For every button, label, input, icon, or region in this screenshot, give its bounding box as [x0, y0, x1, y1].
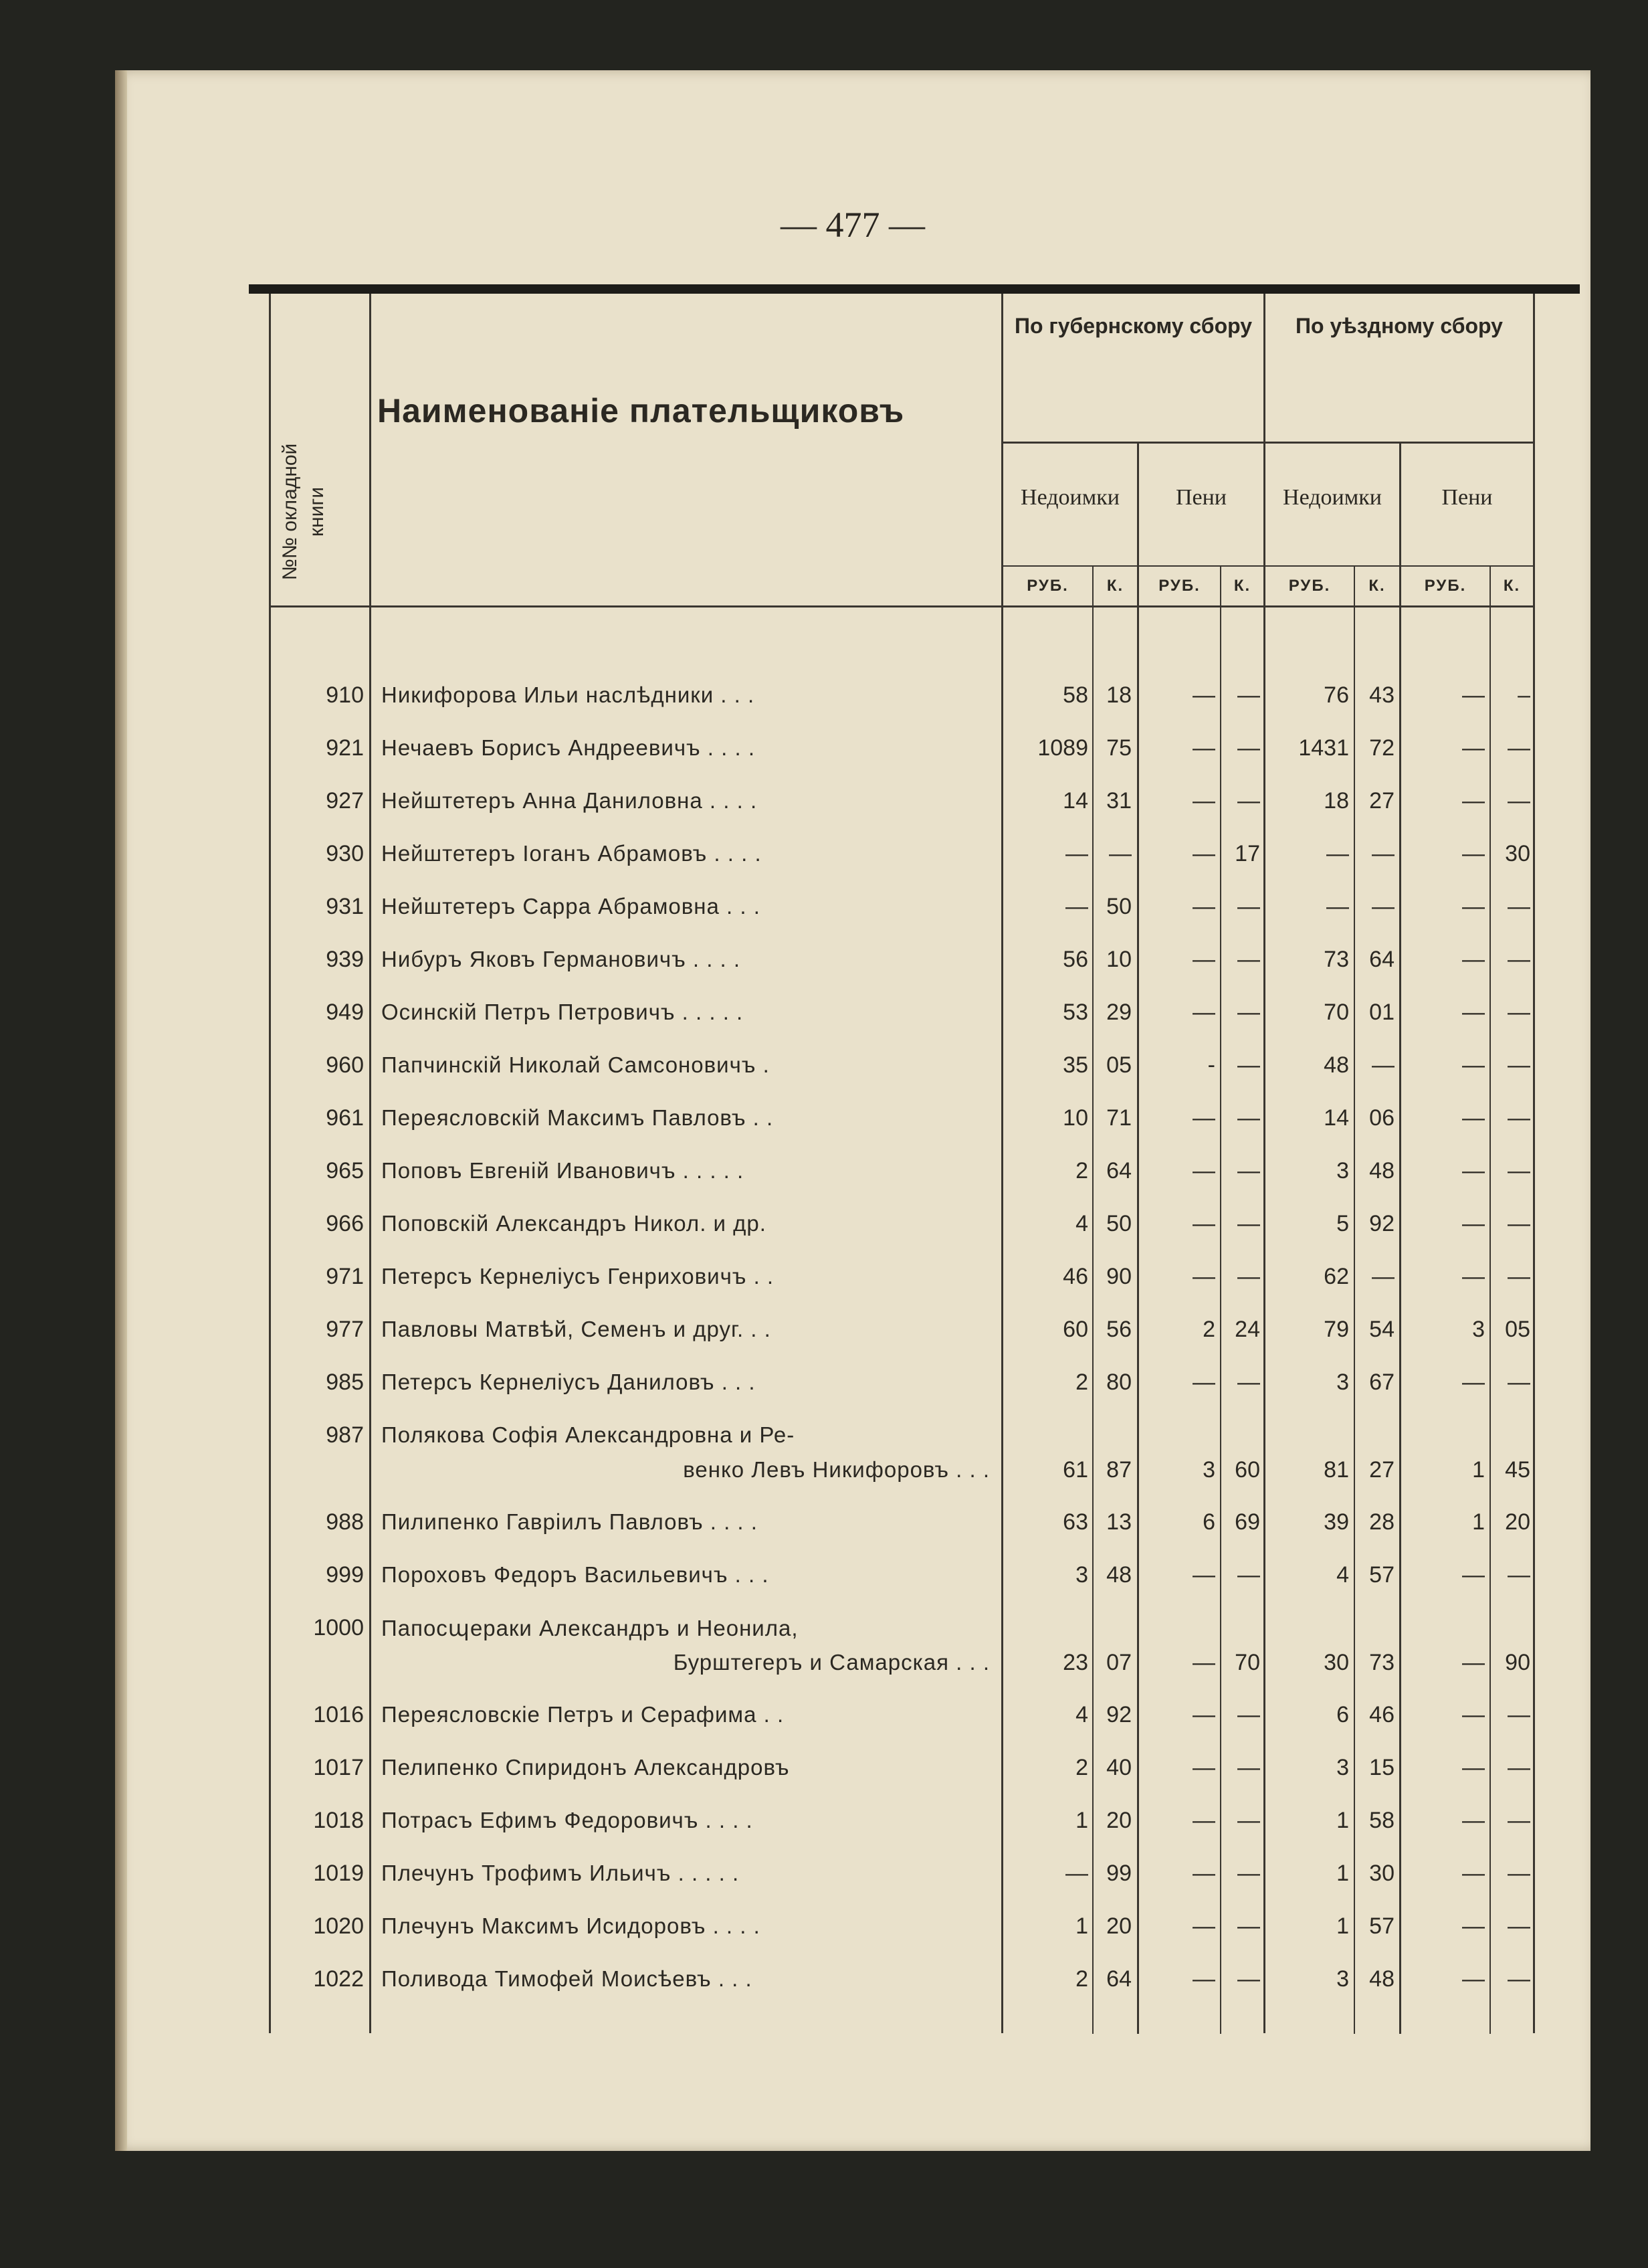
uezd-arrears-kop: —	[1372, 1052, 1395, 1078]
payer-name: Поливода Тимофей Моисѣевъ . . .	[381, 1966, 752, 1991]
payer-name: Папосպераки Александръ и Неонила,	[381, 1616, 799, 1640]
gub-arrears-kop: 64	[1106, 1966, 1132, 1992]
gub-arrears-rub: 1089	[1037, 735, 1088, 761]
gub-arrears-header: Недоимки	[1021, 485, 1120, 510]
payer-name: Полякова Софія Александровна и Ре-	[381, 1422, 795, 1447]
uezd-arrears-rub: 14	[1324, 1105, 1349, 1131]
uezd-penalty-rub: —	[1462, 1562, 1485, 1588]
uezd-arrears-kop: 72	[1369, 735, 1395, 761]
uezd-arrears-rub: 6	[1336, 1702, 1349, 1727]
gub-arrears-kop: 05	[1106, 1052, 1132, 1078]
book-gutter	[115, 70, 127, 2151]
uezd-arrears-kop: —	[1372, 1264, 1395, 1289]
uezd-penalty-rub: —	[1462, 1000, 1485, 1025]
uezd-penalty-rub: —	[1462, 841, 1485, 866]
uezd-penalty-kop: —	[1508, 1000, 1530, 1025]
uezd-arrears-rub: 18	[1324, 788, 1349, 814]
book-number: 971	[326, 1264, 364, 1289]
uezd-penalty-kop: 30	[1505, 841, 1530, 866]
book-number: 985	[326, 1369, 364, 1395]
book-number: 987	[326, 1422, 364, 1448]
gub-arrears-kop: 64	[1106, 1158, 1132, 1184]
gub-arrears-kop: 29	[1106, 1000, 1132, 1025]
book-number: 949	[326, 1000, 364, 1025]
gub-penalty-kop: 24	[1235, 1317, 1260, 1342]
gub-penalty-kop: —	[1237, 1158, 1260, 1184]
uezd-arrears-kop: 57	[1369, 1562, 1395, 1588]
payer-name: Плечунъ Трофимъ Ильичъ . . . . .	[381, 1861, 740, 1885]
unit-kop: К.	[1368, 577, 1386, 595]
gub-arrears-rub: 46	[1063, 1264, 1088, 1289]
uezd-arrears-kop: 64	[1369, 947, 1395, 972]
payer-name: Нейштетеръ Анна Даниловна . . . .	[381, 788, 758, 813]
book-number: 1022	[313, 1966, 364, 1992]
gub-arrears-rub: 2	[1075, 1158, 1088, 1184]
gub-penalty-kop: —	[1237, 1369, 1260, 1395]
gub-arrears-kop: 50	[1106, 894, 1132, 919]
gub-arrears-rub: —	[1065, 1861, 1088, 1886]
gub-penalty-kop: —	[1237, 1861, 1260, 1886]
uezd-arrears-kop: 92	[1369, 1211, 1395, 1236]
book-number: 930	[326, 841, 364, 866]
grid-line	[1263, 294, 1265, 2033]
gub-penalty-kop: 60	[1235, 1457, 1260, 1483]
uezd-arrears-kop: 54	[1369, 1317, 1395, 1342]
gub-arrears-rub: 2	[1075, 1966, 1088, 1992]
uezd-penalty-kop: —	[1508, 1052, 1530, 1078]
gub-arrears-kop: 31	[1106, 788, 1132, 814]
grid-line	[1533, 294, 1535, 2033]
header-line	[1001, 442, 1533, 444]
payers-header: Наименованіе плательщиковъ	[377, 392, 905, 430]
gub-penalty-rub: —	[1193, 1913, 1215, 1939]
uezd-arrears-kop: —	[1372, 841, 1395, 866]
gub-penalty-kop: —	[1237, 788, 1260, 814]
uezd-arrears-rub: 81	[1324, 1457, 1349, 1483]
gub-arrears-rub: 4	[1075, 1211, 1088, 1236]
uezd-penalty-kop: —	[1508, 1264, 1530, 1289]
uezd-arrears-rub: 76	[1324, 682, 1349, 708]
uezd-arrears-rub: —	[1326, 894, 1349, 919]
gub-arrears-kop: 20	[1106, 1808, 1132, 1833]
uezd-arrears-rub: 30	[1324, 1650, 1349, 1675]
uezd-arrears-kop: 28	[1369, 1509, 1395, 1535]
gub-penalty-rub: —	[1193, 735, 1215, 761]
gub-penalty-rub: 3	[1203, 1457, 1215, 1483]
gub-penalty-kop: —	[1237, 894, 1260, 919]
gub-penalty-rub: —	[1193, 1211, 1215, 1236]
gub-arrears-rub: 1	[1075, 1913, 1088, 1939]
book-number: 921	[326, 735, 364, 761]
uezd-arrears-rub: 1431	[1298, 735, 1349, 761]
gub-arrears-rub: 53	[1063, 1000, 1088, 1025]
gub-penalty-rub: —	[1193, 1808, 1215, 1833]
book-number: 931	[326, 894, 364, 919]
gub-arrears-kop: 87	[1106, 1457, 1132, 1483]
payer-name: Петерсъ Кернеліусъ Генриховичъ . .	[381, 1264, 775, 1289]
payer-name: Петерсъ Кернеліусъ Даниловъ . . .	[381, 1369, 756, 1394]
gub-penalty-kop: —	[1237, 1808, 1260, 1833]
gub-penalty-rub: —	[1193, 682, 1215, 708]
payer-name: Нибуръ Яковъ Германовичъ . . . .	[381, 947, 741, 971]
uezd-penalty-kop: —	[1508, 1702, 1530, 1727]
gub-penalty-kop: —	[1237, 1211, 1260, 1236]
uezd-penalty-kop: –	[1518, 682, 1530, 708]
uezd-arrears-rub: 3	[1336, 1966, 1349, 1992]
payer-name: Никифорова Ильи наслѣдники . . .	[381, 682, 755, 707]
uezd-arrears-rub: 3	[1336, 1369, 1349, 1395]
uezd-penalty-rub: —	[1462, 1158, 1485, 1184]
uezd-penalty-rub: —	[1462, 1755, 1485, 1780]
unit-kop: К.	[1233, 577, 1251, 595]
payer-name: Нейштетеръ Іоганъ Абрамовъ . . . .	[381, 841, 762, 866]
uezd-penalty-rub: —	[1462, 894, 1485, 919]
gub-arrears-kop: 99	[1106, 1861, 1132, 1886]
uezd-arrears-rub: 48	[1324, 1052, 1349, 1078]
unit-rub: РУБ.	[1288, 577, 1331, 595]
book-number: 939	[326, 947, 364, 972]
gub-penalty-kop: —	[1237, 1966, 1260, 1992]
uezd-penalty-rub: —	[1462, 788, 1485, 814]
gub-penalty-kop: —	[1237, 1755, 1260, 1780]
uezd-penalty-rub: —	[1462, 1105, 1485, 1131]
payer-name: Пелипенко Спиридонъ Александровъ	[381, 1755, 790, 1780]
uezd-arrears-rub: 79	[1324, 1317, 1349, 1342]
uezd-penalty-kop: —	[1508, 788, 1530, 814]
gub-penalty-rub: —	[1193, 1966, 1215, 1992]
uezd-penalty-rub: —	[1462, 1650, 1485, 1675]
gub-arrears-kop: 07	[1106, 1650, 1132, 1675]
book-number: 1020	[313, 1913, 364, 1939]
gub-arrears-rub: 4	[1075, 1702, 1088, 1727]
uezd-arrears-rub: 70	[1324, 1000, 1349, 1025]
gub-arrears-rub: 2	[1075, 1369, 1088, 1395]
uezd-penalty-kop: —	[1508, 1211, 1530, 1236]
uezd-penalty-rub: —	[1462, 1369, 1485, 1395]
gub-arrears-rub: 61	[1063, 1457, 1088, 1483]
uezd-arrears-kop: 06	[1369, 1105, 1395, 1131]
gub-arrears-kop: —	[1109, 841, 1132, 866]
payer-name: Папчинскій Николай Самсоновичъ .	[381, 1052, 770, 1077]
uezd-arrears-kop: 01	[1369, 1000, 1395, 1025]
uezd-penalty-kop: —	[1508, 1105, 1530, 1131]
gub-penalty-rub: —	[1193, 1158, 1215, 1184]
uezd-arrears-rub: 62	[1324, 1264, 1349, 1289]
gub-arrears-kop: 92	[1106, 1702, 1132, 1727]
uezd-penalty-rub: —	[1462, 682, 1485, 708]
book-number-header: №№ окладной книги	[279, 443, 328, 581]
uezd-penalty-kop: —	[1508, 1861, 1530, 1886]
uezd-penalty-rub: —	[1462, 735, 1485, 761]
gub-arrears-rub: 23	[1063, 1650, 1088, 1675]
gub-arrears-kop: 18	[1106, 682, 1132, 708]
gub-penalty-rub: 2	[1203, 1317, 1215, 1342]
gub-penalty-rub: —	[1193, 894, 1215, 919]
uezd-arrears-rub: 39	[1324, 1509, 1349, 1535]
gub-penalty-kop: 70	[1235, 1650, 1260, 1675]
payer-name-cont: Бурштегеръ и Самарская . . .	[673, 1650, 990, 1675]
gub-penalty-rub: —	[1193, 947, 1215, 972]
uezd-arrears-kop: 67	[1369, 1369, 1395, 1395]
gub-penalty-rub: —	[1193, 1264, 1215, 1289]
gub-arrears-kop: 40	[1106, 1755, 1132, 1780]
gub-penalty-rub: —	[1193, 1000, 1215, 1025]
gub-arrears-kop: 75	[1106, 735, 1132, 761]
gub-penalty-kop: —	[1237, 1264, 1260, 1289]
gub-penalty-kop: —	[1237, 1913, 1260, 1939]
gub-penalty-kop: —	[1237, 1562, 1260, 1588]
unit-rub: РУБ.	[1027, 577, 1069, 595]
grid-line	[1399, 442, 1401, 2034]
uezd-arrears-kop: 58	[1369, 1808, 1395, 1833]
uezd-penalty-kop: —	[1508, 1966, 1530, 1992]
gub-penalty-rub: 6	[1203, 1509, 1215, 1535]
header-bottom-line	[269, 605, 1534, 607]
uezd-penalty-kop: —	[1508, 894, 1530, 919]
gub-arrears-rub: 1	[1075, 1808, 1088, 1833]
gub-arrears-rub: 2	[1075, 1755, 1088, 1780]
gub-penalty-rub: —	[1193, 1105, 1215, 1131]
payer-name: Поповскій Александръ Никол. и др.	[381, 1211, 766, 1236]
unit-kop: К.	[1503, 577, 1521, 595]
payer-name: Нейштетеръ Сарра Абрамовна . . .	[381, 894, 760, 919]
uezd-arrears-rub: 1	[1336, 1861, 1349, 1886]
uezd-penalty-rub: 1	[1472, 1509, 1485, 1535]
uezd-penalty-rub: —	[1462, 947, 1485, 972]
gub-arrears-kop: 13	[1106, 1509, 1132, 1535]
gub-penalty-kop: —	[1237, 1000, 1260, 1025]
payer-name: Осинскій Петръ Петровичъ . . . . .	[381, 1000, 744, 1024]
uezd-arrears-kop: 73	[1369, 1650, 1395, 1675]
gub-penalty-kop: —	[1237, 682, 1260, 708]
book-number: 1018	[313, 1808, 364, 1833]
uezd-penalty-rub: 1	[1472, 1457, 1485, 1483]
payer-name: Пороховъ Федоръ Васильевичъ . . .	[381, 1562, 769, 1587]
book-number: 965	[326, 1158, 364, 1184]
gub-penalty-rub: -	[1207, 1052, 1215, 1078]
gub-penalty-kop: —	[1237, 1702, 1260, 1727]
uezd-arrears-kop: 15	[1369, 1755, 1395, 1780]
uezd-penalty-rub: —	[1462, 1966, 1485, 1992]
payer-name: Нечаевъ Борисъ Андреевичъ . . . .	[381, 735, 755, 760]
gub-arrears-rub: 60	[1063, 1317, 1088, 1342]
uezd-penalty-rub: —	[1462, 1861, 1485, 1886]
gub-arrears-kop: 48	[1106, 1562, 1132, 1588]
gub-arrears-kop: 71	[1106, 1105, 1132, 1131]
book-number: 960	[326, 1052, 364, 1078]
uezd-penalty-kop: —	[1508, 1158, 1530, 1184]
uezd-arrears-rub: 73	[1324, 947, 1349, 972]
uezd-arrears-kop: 30	[1369, 1861, 1395, 1886]
uezd-penalty-kop: 20	[1505, 1509, 1530, 1535]
gub-arrears-rub: 63	[1063, 1509, 1088, 1535]
gub-penalty-kop: —	[1237, 1052, 1260, 1078]
uezd-arrears-rub: 4	[1336, 1562, 1349, 1588]
payer-name: Пилипенко Гавріилъ Павловъ . . . .	[381, 1509, 758, 1534]
unit-rub: РУБ.	[1158, 577, 1201, 595]
uezd-penalty-kop: —	[1508, 947, 1530, 972]
gub-arrears-rub: —	[1065, 841, 1088, 866]
unit-kop: К.	[1106, 577, 1124, 595]
uezd-penalty-rub: —	[1462, 1808, 1485, 1833]
payer-name: Плечунъ Максимъ Исидоровъ . . . .	[381, 1913, 760, 1938]
uezd-penalty-kop: 90	[1505, 1650, 1530, 1675]
uezd-penalty-rub: —	[1462, 1702, 1485, 1727]
book-number: 1017	[313, 1755, 364, 1780]
uezd-penalties-header: Пени	[1441, 485, 1493, 510]
book-number: 977	[326, 1317, 364, 1342]
uezd-arrears-rub: 1	[1336, 1808, 1349, 1833]
payer-name: Потрасъ Ефимъ Федоровичъ . . . .	[381, 1808, 753, 1832]
uezd-arrears-rub: —	[1326, 841, 1349, 866]
gub-arrears-rub: 14	[1063, 788, 1088, 814]
book-number: 1000	[313, 1615, 364, 1640]
uezd-penalty-rub: —	[1462, 1052, 1485, 1078]
gub-arrears-rub: 35	[1063, 1052, 1088, 1078]
gub-penalties-header: Пени	[1175, 485, 1227, 510]
uezd-arrears-kop: 48	[1369, 1158, 1395, 1184]
book-number: 927	[326, 788, 364, 814]
grid-line	[1001, 294, 1003, 2033]
unit-rub: РУБ.	[1424, 577, 1467, 595]
gub-penalty-kop: —	[1237, 947, 1260, 972]
uezd-penalty-rub: 3	[1472, 1317, 1485, 1342]
payer-name-cont: венко Левъ Никифоровъ . . .	[683, 1457, 990, 1482]
gub-penalty-rub: —	[1193, 1562, 1215, 1588]
uezd-penalty-kop: 05	[1505, 1317, 1530, 1342]
gub-penalty-kop: —	[1237, 1105, 1260, 1131]
uezd-penalty-kop: —	[1508, 1755, 1530, 1780]
gub-penalty-kop: 69	[1235, 1509, 1260, 1535]
gub-arrears-kop: 10	[1106, 947, 1132, 972]
uezd-penalty-rub: —	[1462, 1264, 1485, 1289]
gub-arrears-kop: 90	[1106, 1264, 1132, 1289]
uezd-penalty-rub: —	[1462, 1913, 1485, 1939]
gub-arrears-kop: 56	[1106, 1317, 1132, 1342]
uezd-arrears-kop: 57	[1369, 1913, 1395, 1939]
gub-penalty-rub: —	[1193, 788, 1215, 814]
uezd-arrears-kop: —	[1372, 894, 1395, 919]
gub-arrears-rub: 56	[1063, 947, 1088, 972]
gub-penalty-rub: —	[1193, 841, 1215, 866]
book-number: 961	[326, 1105, 364, 1131]
uezd-arrears-kop: 27	[1369, 1457, 1395, 1483]
uezd-header: По уѣздному сбору	[1296, 314, 1503, 338]
book-number: 1016	[313, 1702, 364, 1727]
uezd-penalty-kop: —	[1508, 1913, 1530, 1939]
page-number: — 477 —	[781, 205, 925, 245]
grid-line	[1137, 442, 1139, 2034]
payer-name: Поповъ Евгеній Ивановичъ . . . . .	[381, 1158, 744, 1183]
gub-arrears-kop: 80	[1106, 1369, 1132, 1395]
gub-arrears-rub: 58	[1063, 682, 1088, 708]
gub-arrears-rub: 3	[1075, 1562, 1088, 1588]
uezd-penalty-kop: —	[1508, 1808, 1530, 1833]
book-number: 910	[326, 682, 364, 708]
gub-arrears-rub: 10	[1063, 1105, 1088, 1131]
gub-penalty-kop: —	[1237, 735, 1260, 761]
uezd-penalty-rub: —	[1462, 1211, 1485, 1236]
uezd-arrears-kop: 43	[1369, 682, 1395, 708]
payers-table	[269, 284, 1573, 2024]
gub-header: По губернскому сбору	[1014, 314, 1253, 338]
ledger-page	[115, 70, 1590, 2151]
payer-name: Переясловскіе Петръ и Серафима . .	[381, 1702, 785, 1727]
payer-name: Переясловскій Максимъ Павловъ . .	[381, 1105, 774, 1130]
gub-penalty-rub: —	[1193, 1369, 1215, 1395]
gub-penalty-rub: —	[1193, 1861, 1215, 1886]
book-number: 966	[326, 1211, 364, 1236]
gub-penalty-rub: —	[1193, 1650, 1215, 1675]
uezd-penalty-kop: —	[1508, 1562, 1530, 1588]
gub-arrears-rub: —	[1065, 894, 1088, 919]
uezd-arrears-kop: 27	[1369, 788, 1395, 814]
gub-penalty-kop: 17	[1235, 841, 1260, 866]
uezd-penalty-kop: 45	[1505, 1457, 1530, 1483]
book-number: 988	[326, 1509, 364, 1535]
top-rule	[249, 284, 1580, 294]
gub-penalty-rub: —	[1193, 1755, 1215, 1780]
uezd-arrears-header: Недоимки	[1283, 485, 1382, 510]
uezd-arrears-rub: 3	[1336, 1158, 1349, 1184]
header-line	[1001, 565, 1533, 567]
payer-name: Павловы Матвѣй, Семенъ и друг. . .	[381, 1317, 771, 1341]
uezd-arrears-rub: 3	[1336, 1755, 1349, 1780]
book-number: 999	[326, 1562, 364, 1588]
book-number: 1019	[313, 1861, 364, 1886]
uezd-arrears-rub: 5	[1336, 1211, 1349, 1236]
uezd-penalty-kop: —	[1508, 735, 1530, 761]
uezd-arrears-rub: 1	[1336, 1913, 1349, 1939]
gub-arrears-kop: 50	[1106, 1211, 1132, 1236]
uezd-arrears-kop: 46	[1369, 1702, 1395, 1727]
uezd-penalty-kop: —	[1508, 1369, 1530, 1395]
uezd-arrears-kop: 48	[1369, 1966, 1395, 1992]
gub-arrears-kop: 20	[1106, 1913, 1132, 1939]
gub-penalty-rub: —	[1193, 1702, 1215, 1727]
